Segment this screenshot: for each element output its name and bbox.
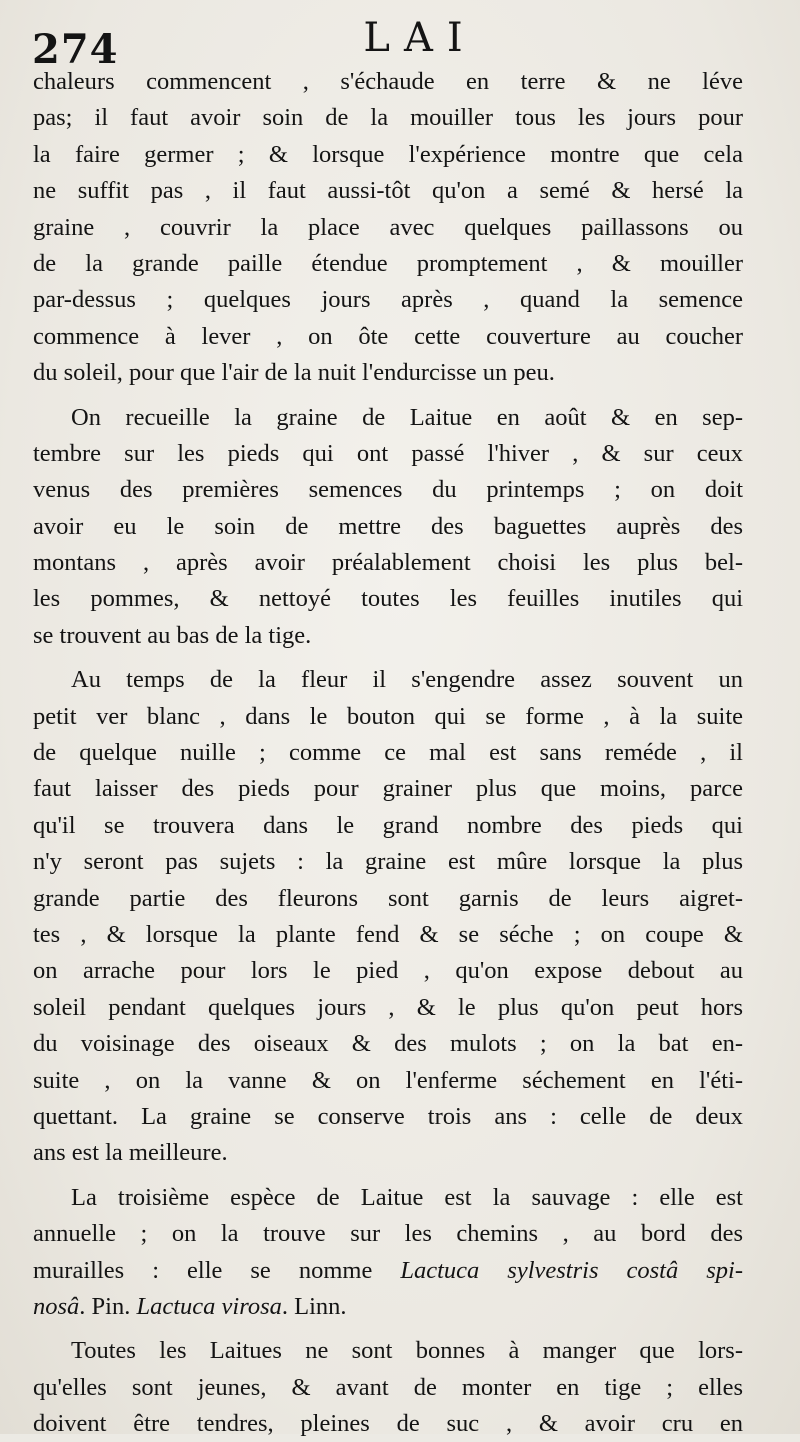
paragraph	[33, 392, 743, 655]
text-line: se trouvent au bas de la tige.	[33, 621, 312, 649]
text-line: faut laisser des pieds pour grainer plus que moins, parce	[33, 775, 743, 803]
text-line: chaleurs commencent , s'échaude en terre & ne léve	[33, 68, 743, 95]
paragraph-gap	[33, 654, 743, 662]
paragraph-gap	[33, 392, 743, 400]
text-line: venus des premières semences du printemps ; on doit	[33, 476, 743, 504]
text-line: la faire germer ; & lorsque l'expérience montre que cela	[33, 140, 743, 168]
text-line: tes , & lorsque la plante fend & se séche ; on coupe &	[33, 920, 743, 948]
paragraph	[33, 654, 743, 1171]
text-line: Toutes les Laitues ne sont bonnes à manger que lors-	[71, 1337, 743, 1365]
text-line: du soleil, pour que l'air de la nuit l'endurcisse un peu.	[33, 359, 555, 387]
text-line: On recueille la graine de Laitue en août & en sep-	[71, 403, 743, 431]
text-line: qu'elles sont jeunes, & avant de monter en tige ; elles	[33, 1373, 743, 1401]
paragraph	[33, 1325, 743, 1442]
latin-name: Lactuca virosa	[136, 1292, 282, 1320]
text-line: de quelque nuille ; comme ce mal est sans reméde , il	[33, 739, 743, 767]
text-line: ne suffit pas , il faut aussi-tôt qu'on a semé & hersé la	[33, 177, 743, 205]
text-line: grande partie des fleurons sont garnis de leurs aigret-	[33, 884, 743, 912]
text-line: par-dessus ; quelques jours après , quand la semence	[33, 286, 743, 314]
page-number: 274	[32, 26, 119, 73]
text-line: on arrache pour lors le pied , qu'on expose debout au	[33, 957, 743, 985]
text-line: nosâ. Pin. Lactuca virosa. Linn.	[33, 1292, 347, 1320]
text-line: montans , après avoir préalablement choisi les plus bel-	[33, 549, 743, 577]
latin-name: nosâ	[33, 1292, 80, 1320]
text-line: graine , couvrir la place avec quelques paillassons ou	[33, 213, 743, 241]
text-line: murailles : elle se nomme Lactuca sylvestris costâ spi-	[33, 1256, 743, 1284]
running-head: LAI	[363, 15, 477, 61]
text-line: les pommes, & nettoyé toutes les feuilles inutiles qui	[33, 585, 743, 613]
text-line: qu'il se trouvera dans le grand nombre des pieds qui	[33, 811, 743, 839]
body-text	[33, 64, 743, 1442]
text-line: pas; il faut avoir soin de la mouiller tous les jours pour	[33, 104, 743, 132]
paragraph	[33, 64, 743, 392]
text-line: ans est la meilleure.	[33, 1139, 228, 1167]
text-line: La troisième espèce de Laitue est la sauvage : elle est	[71, 1183, 743, 1211]
paragraph-gap	[33, 1325, 743, 1333]
text-line: commence à lever , on ôte cette couverture au coucher	[33, 322, 743, 350]
paragraph	[33, 1172, 743, 1326]
text-line: soleil pendant quelques jours , & le plus qu'on peut hors	[33, 993, 743, 1021]
text-line: du voisinage des oiseaux & des mulots ; on la bat en-	[33, 1030, 743, 1058]
text-line: petit ver blanc , dans le bouton qui se forme , à la suite	[33, 702, 743, 730]
text-line: n'y seront pas sujets : la graine est mûre lorsque la plus	[33, 848, 743, 876]
text-line: doivent être tendres, pleines de suc , & avoir cru en	[33, 1410, 743, 1438]
text-line: suite , on la vanne & on l'enferme séchement en l'éti-	[33, 1066, 743, 1094]
text-line: Au temps de la fleur il s'engendre assez souvent un	[71, 666, 743, 694]
text-line: avoir eu le soin de mettre des baguettes auprès des	[33, 512, 743, 540]
text-line: tembre sur les pieds qui ont passé l'hiver , & sur ceux	[33, 439, 743, 467]
text-line: de la grande paille étendue promptement , & mouiller	[33, 249, 743, 277]
text-line: annuelle ; on la trouve sur les chemins , au bord des	[33, 1220, 743, 1248]
text-line: quettant. La graine se conserve trois ans : celle de deux	[33, 1102, 743, 1130]
paragraph-gap	[33, 1172, 743, 1180]
latin-name: Lactuca sylvestris costâ spi-	[400, 1256, 743, 1284]
